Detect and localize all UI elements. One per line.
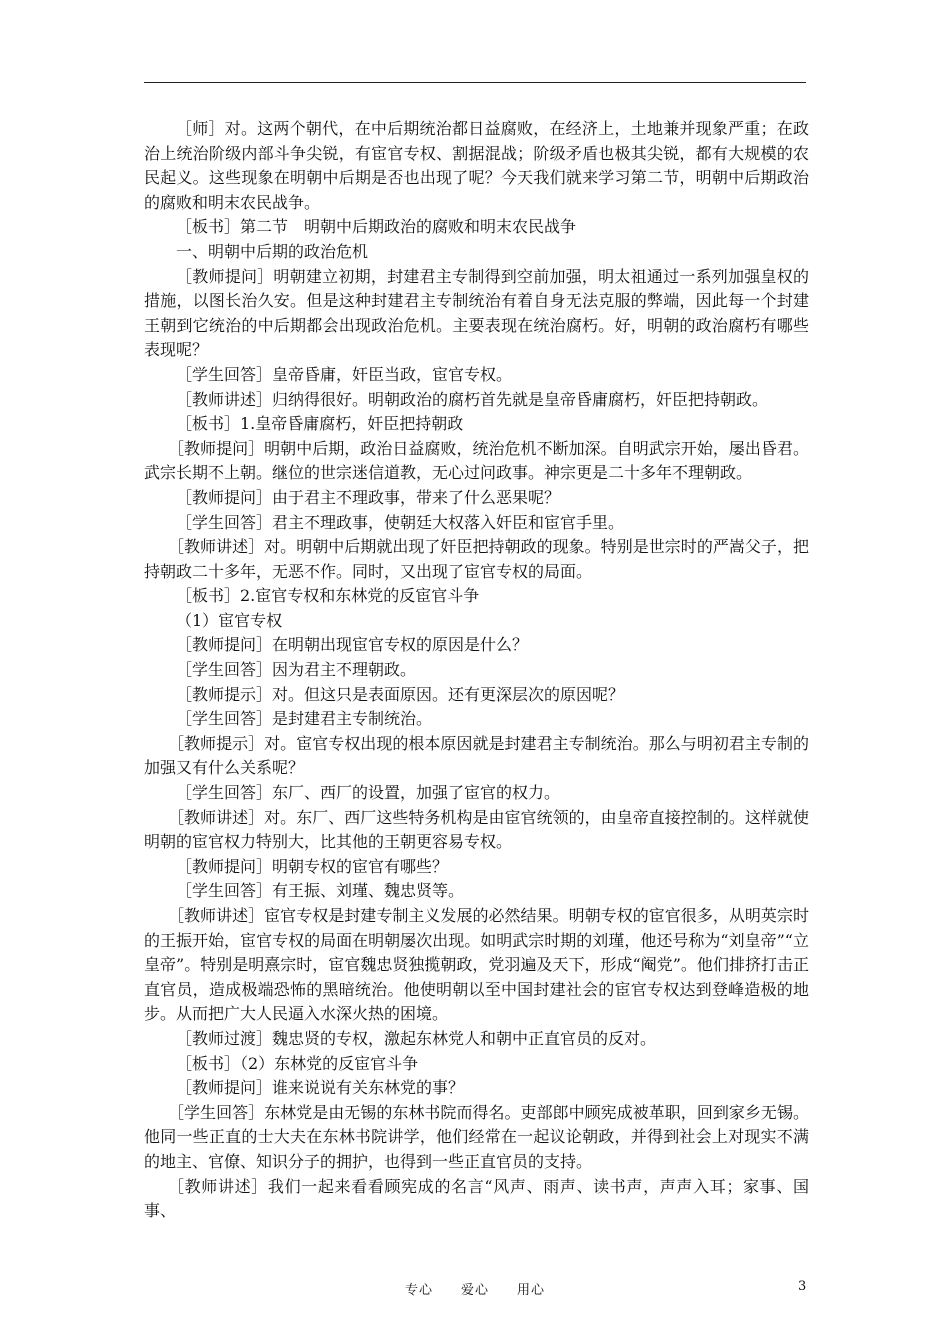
paragraph: ［师］对。这两个朝代，在中后期统治都日益腐败，在经济上，土地兼并现象严重；在政治上统治阶级内部斗争尖锐，有宦官专权、割据混战；阶级矛盾也极其尖锐，都有大规模的农民起义。这些现象在明朝中后期是否也出现了呢？今天我们就来学习第二节，明朝中后期政治的腐败和明末农民战争。	[144, 119, 809, 212]
paragraph: ［教师提问］谁来说说有关东林党的事？	[176, 1078, 465, 1098]
paragraph: ［学生回答］是封建君主专制统治。	[176, 709, 433, 729]
blackboard-heading: ［板书］第二节 明朝中后期政治的腐败和明末农民战争	[176, 217, 577, 237]
section-heading: 一、明朝中后期的政治危机	[176, 241, 369, 261]
paragraph: ［教师讲述］对。东厂、西厂这些特务机构是由宦官统领的，由皇帝直接控制的。这样就使明朝的宦官权力特别大，比其他的王朝更容易专权。	[144, 807, 809, 852]
paragraph: ［教师讲述］我们一起来看看顾宪成的名言“风声、雨声、读书声，声声入耳；家事、国事、	[144, 1176, 809, 1221]
blackboard-heading: ［板书］1.皇帝昏庸腐朽，奸臣把持朝政	[176, 414, 464, 434]
paragraph: ［学生回答］皇帝昏庸，奸臣当政，宦官专权。	[176, 364, 513, 384]
paragraph: ［教师讲述］对。明朝中后期就出现了奸臣把持朝政的现象。特别是世宗时的严嵩父子，把持朝政二十多年，无恶不作。同时，又出现了宦官专权的局面。	[144, 537, 809, 581]
paragraph: ［学生回答］东林党是由无锡的东林书院而得名。吏部郎中顾宪成被革职，回到家乡无锡。他同一些正直的士大夫在东林书院讲学，他们经常在一起议论朝政，并得到社会上对现实不满的地主、官僚、知识分子的拥护，也得到一些正直官员的支持。	[144, 1102, 809, 1171]
paragraph: ［教师提问］明朝中后期，政治日益腐败，统治危机不断加深。自明武宗开始，屡出昏君。武宗长期不上朝。继位的世宗迷信道教，无心过问政事。神宗更是二十多年不理朝政。	[144, 438, 809, 483]
paragraph: ［教师提示］对。但这只是表面原因。还有更深层次的原因呢？	[176, 684, 625, 704]
paragraph: ［教师提问］明朝专权的宦官有哪些？	[176, 856, 449, 876]
subsection-heading: （1）宦官专权	[176, 610, 283, 630]
paragraph: ［教师讲述］宦官专权是封建专制主义发展的必然结果。明朝专权的宦官很多，从明英宗时的王振开始，宦官专权的局面在明朝屡次出现。如明武宗时期的刘瑾，他还号称为“刘皇帝”“立皇帝”。特别是明熹宗时，宦官魏忠贤独揽朝政，党羽遍及天下，形成“阉党”。他们排挤打击正直官员，造成极端恐怖的黑暗统治。他使明朝以至中国封建社会的宦官专权达到登峰造极的地步。从而把广大人民逼入水深火热的困境。	[144, 906, 809, 1024]
page-body	[144, 117, 809, 1224]
paragraph: ［学生回答］因为君主不理朝政。	[176, 660, 417, 680]
paragraph: ［教师提问］明朝建立初期，封建君主专制得到空前加强，明太祖通过一系列加强皇权的措施，以图长治久安。但是这种封建君主专制统治有着自身无法克服的弊端，因此每一个封建王朝到它统治的中后期都会出现政治危机。主要表现在统治腐朽。好，明朝的政治腐朽有哪些表现呢？	[144, 266, 809, 360]
paragraph: ［教师提问］由于君主不理政事，带来了什么恶果呢？	[176, 487, 561, 507]
paragraph: ［教师过渡］魏忠贤的专权，激起东林党人和朝中正直官员的反对。	[176, 1028, 657, 1048]
page-number: 3	[798, 1279, 807, 1294]
paragraph: ［学生回答］东厂、西厂的设置，加强了宦官的权力。	[176, 783, 561, 803]
paragraph: ［教师提问］在明朝出现宦官专权的原因是什么？	[176, 635, 529, 655]
footer-motto: 专心 爱心 用心	[404, 1283, 545, 1298]
header-rule	[144, 82, 806, 83]
paragraph: ［学生回答］君主不理政事，使朝廷大权落入奸臣和宦官手里。	[176, 512, 625, 532]
paragraph: ［学生回答］有王振、刘瑾、魏忠贤等。	[176, 881, 465, 901]
paragraph: ［教师讲述］归纳得很好。明朝政治的腐朽首先就是皇帝昏庸腐朽，奸臣把持朝政。	[176, 389, 769, 409]
paragraph: ［教师提示］对。宦官专权出现的根本原因就是封建君主专制统治。那么与明初君主专制的加强又有什么关系呢？	[144, 733, 809, 778]
blackboard-heading: ［板书］（2）东林党的反宦官斗争	[176, 1053, 419, 1073]
blackboard-heading: ［板书］2.宦官专权和东林党的反宦官斗争	[176, 586, 480, 606]
